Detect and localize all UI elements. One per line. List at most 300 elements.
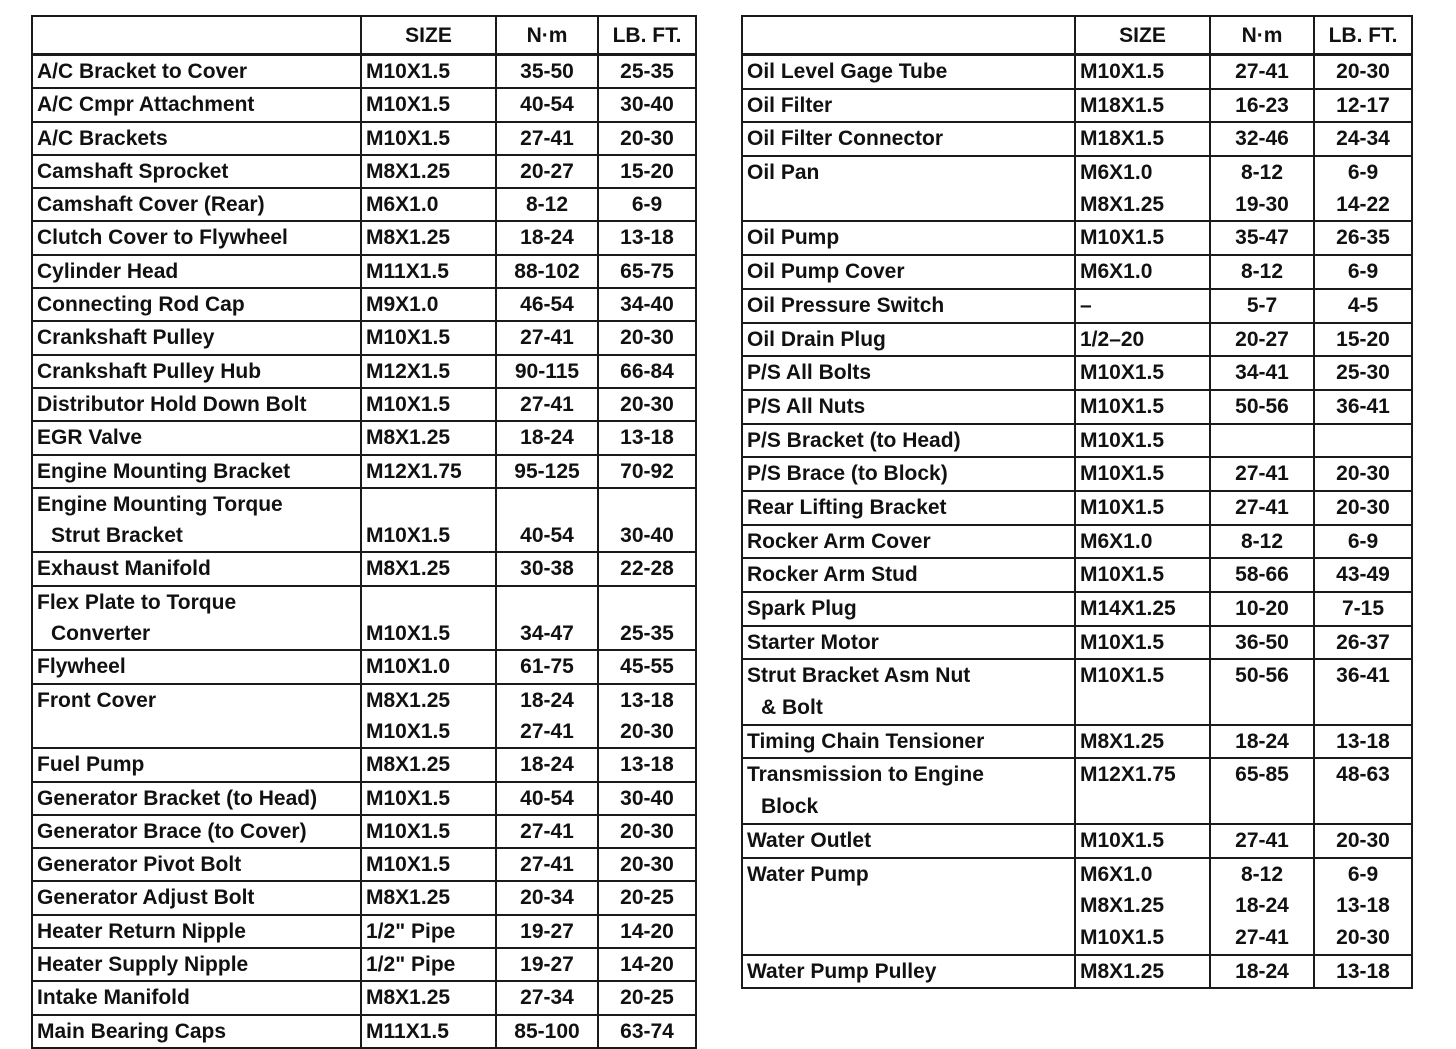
component-cell-line: Oil Pump <box>747 226 840 250</box>
lbft-cell-line: 36-41 <box>1336 664 1390 688</box>
component-cell-line: A/C Bracket to Cover <box>37 60 248 83</box>
lbft-cell-line: 20-30 <box>1336 495 1390 519</box>
nm-cell <box>496 488 598 553</box>
nm-cell-line <box>501 489 593 520</box>
nm-cell <box>1210 255 1314 289</box>
size-cell <box>361 221 496 254</box>
size-cell-line: M10X1.5 <box>366 853 451 877</box>
component-cell <box>742 955 1075 989</box>
size-cell <box>1075 424 1210 458</box>
nm-cell-line: 27-41 <box>520 819 574 843</box>
lbft-cell-line: 13-18 <box>1336 894 1390 918</box>
nm-cell <box>1210 858 1314 955</box>
lbft-cell-line: 20-30 <box>1336 925 1390 949</box>
lbft-cell <box>1314 255 1412 289</box>
component-cell <box>742 89 1075 123</box>
lbft-cell <box>598 650 696 683</box>
nm-cell <box>496 455 598 488</box>
header-row <box>32 16 696 55</box>
table-row <box>742 758 1412 823</box>
component-cell-line: Water Pump Pulley <box>747 959 937 983</box>
nm-cell-line: 18-24 <box>520 753 574 777</box>
lbft-cell <box>1314 491 1412 525</box>
size-cell-line: M14X1.25 <box>1080 597 1176 620</box>
component-cell <box>32 388 361 421</box>
lbft-cell-line: 15-20 <box>1336 327 1390 351</box>
size-cell-line: M6X1.0 <box>1080 862 1153 886</box>
size-cell <box>361 748 496 781</box>
nm-cell-line: 18-24 <box>520 688 574 712</box>
size-cell-line: M10X1.5 <box>366 719 451 743</box>
size-cell <box>1075 89 1210 123</box>
component-cell-line <box>747 922 1070 954</box>
size-cell <box>1075 592 1210 626</box>
size-cell <box>1075 156 1210 221</box>
nm-cell <box>496 388 598 421</box>
lbft-cell-line: 66-84 <box>620 359 674 383</box>
size-cell <box>1075 221 1210 255</box>
size-cell-line: M8X1.25 <box>366 226 451 250</box>
size-cell-line: M10X1.5 <box>1080 428 1165 452</box>
component-cell <box>742 255 1075 289</box>
nm-cell-line: 58-66 <box>1235 563 1289 587</box>
nm-cell-line: 18-24 <box>1235 729 1289 753</box>
component-cell-line: Heater Return Nipple <box>37 919 246 943</box>
table-row <box>742 858 1412 955</box>
component-cell-line: Strut Bracket <box>51 524 183 548</box>
component-cell <box>742 289 1075 323</box>
nm-cell <box>496 782 598 815</box>
table-row <box>32 748 696 781</box>
size-cell <box>361 155 496 188</box>
component-cell-line: Block <box>761 795 819 819</box>
lbft-cell <box>598 915 696 948</box>
component-cell-line: Engine Mounting Bracket <box>37 459 291 483</box>
nm-cell <box>1210 323 1314 357</box>
size-cell <box>361 421 496 454</box>
component-cell-line: Intake Manifold <box>37 986 190 1010</box>
nm-cell <box>1210 659 1314 724</box>
nm-cell-line: 27-41 <box>520 719 574 743</box>
table-row <box>32 815 696 848</box>
lbft-cell-line: 20-30 <box>620 392 674 416</box>
right-torque-table <box>741 15 1413 989</box>
table-row <box>742 289 1412 323</box>
size-cell-line: M10X1.5 <box>1080 828 1165 852</box>
table-row <box>742 592 1412 626</box>
nm-cell-line <box>501 587 593 618</box>
header-row <box>742 16 1412 55</box>
size-cell-line: M10X1.5 <box>1080 60 1165 83</box>
lbft-cell <box>1314 156 1412 221</box>
lbft-cell-line: 63-74 <box>620 1019 674 1043</box>
nm-cell-line: 8-12 <box>1240 529 1284 553</box>
nm-cell <box>496 1015 598 1048</box>
size-cell-line: M8X1.25 <box>366 159 451 183</box>
component-cell <box>742 457 1075 491</box>
lbft-cell <box>598 88 696 121</box>
size-cell-line: 1/2–20 <box>1080 327 1145 351</box>
lbft-cell <box>1314 558 1412 592</box>
component-column-header <box>742 16 1075 55</box>
lbft-cell <box>1314 725 1412 759</box>
table-row <box>742 122 1412 156</box>
nm-cell <box>496 55 598 89</box>
table-row <box>32 650 696 683</box>
nm-column-header: N·m <box>1210 16 1314 55</box>
component-cell-line: & Bolt <box>761 696 823 720</box>
size-cell <box>361 948 496 981</box>
nm-cell-line: 34-47 <box>520 622 574 646</box>
lbft-cell-line: 20-30 <box>1336 60 1390 83</box>
table-row <box>742 221 1412 255</box>
nm-cell <box>496 288 598 321</box>
size-cell-line: M6X1.0 <box>1080 161 1153 185</box>
nm-cell <box>1210 758 1314 823</box>
size-cell <box>1075 558 1210 592</box>
lbft-cell <box>1314 858 1412 955</box>
size-cell-line: M10X1.5 <box>1080 361 1165 385</box>
nm-cell-line: 90-115 <box>514 359 580 383</box>
component-cell <box>32 881 361 914</box>
lbft-cell-line: 45-55 <box>620 655 674 679</box>
nm-cell <box>1210 89 1314 123</box>
nm-cell <box>1210 356 1314 390</box>
size-cell <box>361 552 496 585</box>
component-cell-line: Flywheel <box>37 655 126 679</box>
nm-cell <box>496 848 598 881</box>
lbft-cell <box>1314 457 1412 491</box>
size-cell-line: M18X1.5 <box>1080 127 1165 151</box>
table-row <box>32 321 696 354</box>
lbft-cell <box>598 122 696 155</box>
lbft-cell-line <box>603 587 691 618</box>
component-cell-line: Rocker Arm Stud <box>747 563 918 587</box>
lbft-cell-line <box>1319 791 1407 823</box>
component-cell-line: Main Bearing Caps <box>37 1019 227 1043</box>
component-cell <box>742 221 1075 255</box>
size-cell <box>361 321 496 354</box>
nm-cell <box>496 684 598 749</box>
table-row <box>32 188 696 221</box>
lbft-cell-line: 65-75 <box>620 259 674 283</box>
component-cell-line: Water Outlet <box>747 828 872 852</box>
size-cell <box>1075 525 1210 559</box>
lbft-cell-line: 6-9 <box>1347 260 1379 284</box>
size-cell-line: M8X1.25 <box>1080 729 1165 753</box>
component-cell <box>742 424 1075 458</box>
nm-cell <box>1210 955 1314 989</box>
size-cell <box>361 388 496 421</box>
table-row <box>32 881 696 914</box>
lbft-cell <box>1314 424 1412 458</box>
lbft-cell-line <box>1319 425 1407 457</box>
table-row <box>32 388 696 421</box>
nm-cell <box>1210 156 1314 221</box>
lbft-cell-line: 14-20 <box>620 953 674 977</box>
table-row <box>32 455 696 488</box>
size-cell-line <box>366 489 491 520</box>
lbft-column-header: LB. FT. <box>598 16 696 55</box>
lbft-cell-line: 13-18 <box>620 688 674 712</box>
nm-cell-line: 34-41 <box>1235 361 1289 385</box>
lbft-cell-line: 30-40 <box>620 524 674 548</box>
nm-cell <box>496 221 598 254</box>
table-row <box>32 421 696 454</box>
component-cell-line: Timing Chain Tensioner <box>747 729 985 753</box>
nm-cell-line: 18-24 <box>520 226 574 250</box>
component-cell <box>32 221 361 254</box>
size-cell-line: M8X1.25 <box>1080 192 1165 216</box>
table-row <box>742 626 1412 660</box>
nm-cell-line: 36-50 <box>1235 630 1289 654</box>
component-cell-line: Heater Supply Nipple <box>37 953 249 977</box>
lbft-cell <box>598 881 696 914</box>
nm-cell-line: 88-102 <box>514 259 580 283</box>
component-cell <box>32 88 361 121</box>
nm-cell-line: 5-7 <box>1246 293 1278 317</box>
size-cell <box>361 650 496 683</box>
component-cell <box>742 758 1075 823</box>
size-cell-line: M10X1.5 <box>366 392 451 416</box>
component-cell <box>32 288 361 321</box>
lbft-cell <box>598 1015 696 1048</box>
nm-cell-line: 50-56 <box>1235 394 1289 418</box>
size-cell-line: – <box>1080 293 1092 317</box>
size-cell-line <box>1080 791 1205 823</box>
table-row <box>742 824 1412 858</box>
size-cell-line: M11X1.5 <box>366 1019 449 1043</box>
component-cell <box>742 626 1075 660</box>
size-cell-line: M10X1.5 <box>366 524 451 548</box>
lbft-cell-line: 43-49 <box>1336 563 1390 587</box>
lbft-cell <box>598 421 696 454</box>
nm-cell <box>496 981 598 1014</box>
lbft-cell <box>598 155 696 188</box>
component-cell-line: Spark Plug <box>747 597 857 620</box>
lbft-column-header: LB. FT. <box>1314 16 1412 55</box>
size-cell-line: M6X1.0 <box>1080 260 1153 284</box>
lbft-cell-line: 20-30 <box>1336 462 1390 486</box>
table-row <box>742 156 1412 221</box>
lbft-cell <box>1314 289 1412 323</box>
nm-cell <box>1210 558 1314 592</box>
nm-cell <box>496 815 598 848</box>
size-cell <box>361 881 496 914</box>
lbft-cell-line: 20-30 <box>620 126 674 150</box>
component-cell-line: Camshaft Cover (Rear) <box>37 193 265 217</box>
nm-cell-line: 19-27 <box>520 919 574 943</box>
lbft-cell <box>598 455 696 488</box>
component-cell <box>32 552 361 585</box>
lbft-cell-line: 20-30 <box>620 819 674 843</box>
size-column-header: SIZE <box>1075 16 1210 55</box>
nm-cell-line: 27-34 <box>520 986 574 1010</box>
component-column-header <box>32 16 361 55</box>
component-cell <box>32 948 361 981</box>
table-row <box>742 659 1412 724</box>
component-cell <box>742 323 1075 357</box>
size-cell <box>1075 824 1210 858</box>
size-cell <box>1075 725 1210 759</box>
lbft-cell-line: 12-17 <box>1336 93 1390 117</box>
size-cell <box>1075 390 1210 424</box>
table-row <box>742 356 1412 390</box>
nm-cell-line: 46-54 <box>520 293 574 317</box>
lbft-cell <box>598 288 696 321</box>
size-cell <box>361 782 496 815</box>
component-cell-line: Camshaft Sprocket <box>37 159 229 183</box>
component-cell <box>742 592 1075 626</box>
table-row <box>742 457 1412 491</box>
size-cell-line: M10X1.5 <box>1080 394 1165 418</box>
nm-cell-line: 20-34 <box>520 886 574 910</box>
component-cell-line: Generator Brace (to Cover) <box>37 819 307 843</box>
table-row <box>742 558 1412 592</box>
component-cell <box>32 748 361 781</box>
size-cell-line: M12X1.75 <box>366 459 462 483</box>
component-cell <box>742 659 1075 724</box>
lbft-cell <box>1314 323 1412 357</box>
lbft-cell-line: 24-34 <box>1336 127 1390 151</box>
nm-cell <box>1210 55 1314 89</box>
table-row <box>32 255 696 288</box>
nm-cell-line: 27-41 <box>1235 462 1289 486</box>
lbft-cell-line: 20-30 <box>620 719 674 743</box>
lbft-cell <box>598 815 696 848</box>
component-cell <box>742 390 1075 424</box>
size-cell <box>1075 858 1210 955</box>
component-cell <box>742 356 1075 390</box>
nm-cell <box>496 155 598 188</box>
component-cell-line: Flex Plate to Torque <box>37 590 237 614</box>
table-row <box>742 89 1412 123</box>
lbft-cell-line: 6-9 <box>1347 862 1379 886</box>
nm-cell-line: 27-41 <box>520 326 574 350</box>
lbft-cell <box>1314 955 1412 989</box>
nm-cell-line: 8-12 <box>1240 161 1284 185</box>
component-cell-line: Rear Lifting Bracket <box>747 495 947 519</box>
size-cell-line: M18X1.5 <box>1080 93 1165 117</box>
lbft-cell-line: 48-63 <box>1336 763 1390 787</box>
nm-cell-line: 27-41 <box>1235 828 1289 852</box>
component-cell-line <box>747 189 1070 221</box>
lbft-cell-line: 20-30 <box>1336 828 1390 852</box>
size-cell-line: 1/2" Pipe <box>366 919 456 943</box>
nm-cell <box>1210 289 1314 323</box>
size-cell-line: M12X1.75 <box>1080 763 1176 787</box>
lbft-cell <box>598 552 696 585</box>
size-cell-line: M10X1.5 <box>366 786 451 810</box>
component-cell-line <box>747 890 1070 922</box>
component-cell-line: Exhaust Manifold <box>37 557 211 581</box>
lbft-cell <box>1314 824 1412 858</box>
nm-cell <box>1210 390 1314 424</box>
size-cell <box>1075 955 1210 989</box>
lbft-cell <box>1314 221 1412 255</box>
size-cell-line <box>1080 692 1205 724</box>
component-cell <box>32 782 361 815</box>
lbft-cell <box>598 355 696 388</box>
component-cell-line: Clutch Cover to Flywheel <box>37 226 288 250</box>
component-cell-line: Transmission to Engine <box>747 763 984 787</box>
nm-cell <box>496 915 598 948</box>
table-row <box>742 955 1412 989</box>
nm-cell <box>496 122 598 155</box>
nm-cell <box>496 188 598 221</box>
lbft-cell-line <box>1319 692 1407 724</box>
size-column-header: SIZE <box>361 16 496 55</box>
component-cell <box>32 684 361 749</box>
nm-cell-line: 8-12 <box>1240 862 1284 886</box>
size-cell <box>361 848 496 881</box>
component-cell <box>32 586 361 651</box>
nm-cell-line: 40-54 <box>520 524 574 548</box>
lbft-cell-line: 22-28 <box>620 557 674 581</box>
component-cell <box>742 491 1075 525</box>
size-cell-line: M10X1.5 <box>366 93 451 117</box>
component-cell <box>32 981 361 1014</box>
lbft-cell-line: 20-25 <box>620 886 674 910</box>
component-cell-line: A/C Cmpr Attachment <box>37 93 255 117</box>
lbft-cell-line <box>603 489 691 520</box>
size-cell-line: M12X1.5 <box>366 359 451 383</box>
component-cell-line: Oil Pressure Switch <box>747 293 945 317</box>
component-cell <box>742 122 1075 156</box>
lbft-cell <box>1314 122 1412 156</box>
component-cell-line: Cylinder Head <box>37 259 179 283</box>
lbft-cell-line: 7-15 <box>1341 597 1385 620</box>
nm-cell-line: 19-27 <box>520 953 574 977</box>
nm-cell-line: 61-75 <box>520 655 574 679</box>
lbft-cell <box>598 981 696 1014</box>
table-row <box>32 155 696 188</box>
component-cell-line: P/S Bracket (to Head) <box>747 428 961 452</box>
size-cell <box>361 55 496 89</box>
nm-cell-line <box>1215 425 1309 457</box>
nm-cell <box>496 948 598 981</box>
lbft-cell <box>598 221 696 254</box>
component-cell-line: P/S Brace (to Block) <box>747 462 948 486</box>
lbft-cell-line: 4-5 <box>1347 293 1379 317</box>
nm-cell-line: 16-23 <box>1235 93 1289 117</box>
size-cell <box>1075 758 1210 823</box>
component-cell-line: Starter Motor <box>747 630 879 654</box>
component-cell-line: Oil Pump Cover <box>747 260 905 284</box>
table-row <box>742 55 1412 89</box>
lbft-cell <box>598 488 696 553</box>
component-cell <box>32 421 361 454</box>
lbft-cell-line: 26-35 <box>1336 226 1390 250</box>
component-cell <box>742 156 1075 221</box>
table-row <box>32 684 696 749</box>
size-cell-line: M8X1.25 <box>366 557 451 581</box>
table-row <box>32 552 696 585</box>
table-row <box>32 221 696 254</box>
nm-cell <box>496 552 598 585</box>
table-row <box>32 586 696 651</box>
lbft-cell <box>1314 55 1412 89</box>
nm-cell-line <box>1215 692 1309 724</box>
nm-cell-line: 8-12 <box>525 193 569 217</box>
size-cell-line: M10X1.5 <box>1080 630 1165 654</box>
component-cell-line: Converter <box>51 622 151 646</box>
size-cell-line: M10X1.5 <box>1080 925 1165 949</box>
lbft-cell-line: 70-92 <box>620 459 674 483</box>
component-cell <box>32 122 361 155</box>
nm-cell <box>496 255 598 288</box>
lbft-cell <box>1314 659 1412 724</box>
